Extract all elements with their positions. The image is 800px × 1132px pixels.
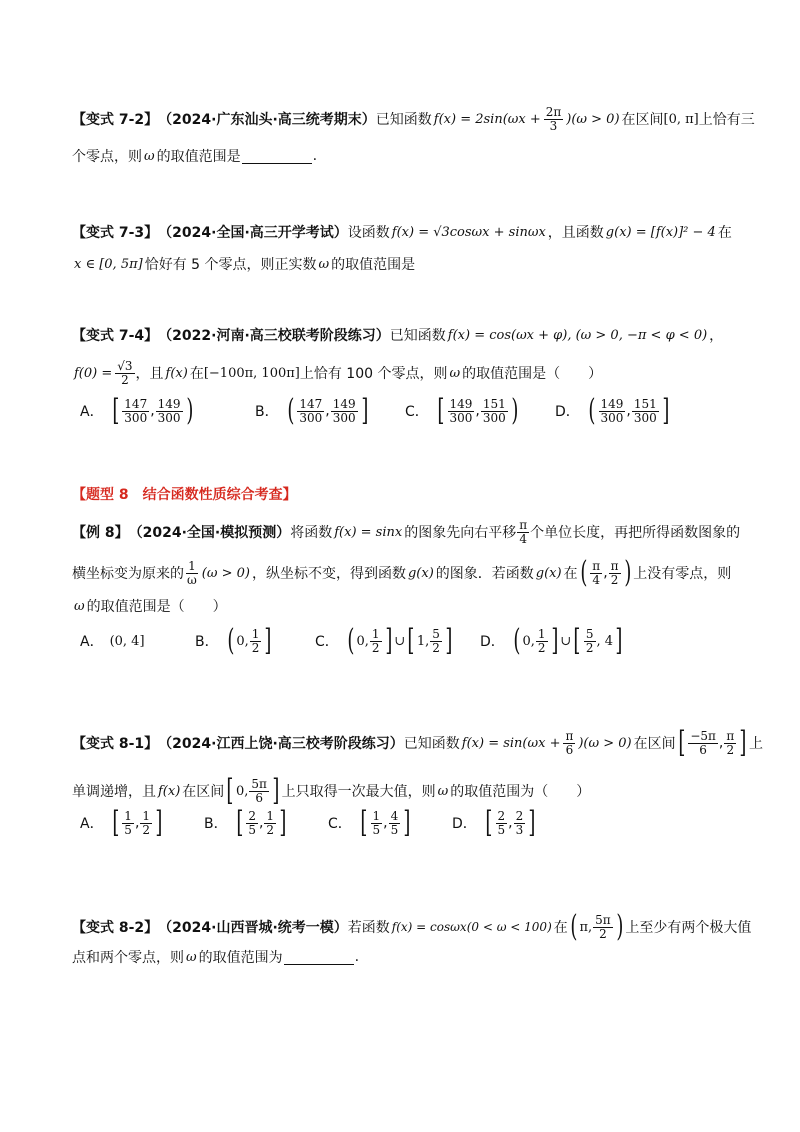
frac-num: π	[519, 518, 528, 532]
option-value: , 4	[596, 633, 614, 649]
v74-option-c[interactable]: C． [ $\frac{149}{300}$ , $\frac{151}{300}$ )	[405, 393, 519, 428]
ex8-line2: 横坐标变为原来的 $\frac{1}{\omega}$ (ω > 0) ，纵坐标不变，得到函数 g(x) 的图象．若函数 g(x) 在 ( $\frac{\pi}{4}$ , $\frac{\pi}{2}$ ) 上没有零点，则	[72, 555, 732, 590]
type8-title: 【题型 8 结合函数性质综合考查】	[72, 487, 297, 503]
v74-text4: 在	[189, 366, 204, 383]
union-symbol: ∪	[394, 633, 406, 649]
v82-line2	[72, 947, 730, 967]
v74-option-a[interactable]: A． [ $\frac{147}{300}$ , $\frac{149}{300}$ )	[80, 393, 193, 428]
frac-den: 3	[549, 118, 558, 133]
frac-den: 300	[449, 410, 473, 425]
ex8-text7: 在	[563, 566, 578, 582]
omega: ω	[74, 598, 85, 614]
bracket: [	[437, 393, 445, 428]
frac-den: 2	[432, 640, 440, 655]
ex8-text4: 横坐标变为原来的	[72, 566, 184, 582]
v72-tag: 【变式 7-2】	[72, 112, 159, 129]
frac-num: 1	[188, 558, 196, 573]
v74-tag: 【变式 7-4】	[72, 328, 159, 344]
ex8-text3: 个单位长度，再把所得函数图象的	[530, 525, 741, 542]
frac-den: 300	[124, 410, 148, 425]
v74-interval: [−100π, 100π]	[203, 365, 300, 381]
v74-func: f(x) = cos(ωx + φ), (ω > 0, −π < φ < 0)	[447, 327, 708, 343]
v82-func: f(x) = cosωx(0 < ω < 100)	[391, 920, 552, 934]
option-label: D．	[555, 404, 580, 420]
frac-num: 1	[142, 808, 151, 823]
frac-num: √3	[117, 359, 133, 373]
v81-option-b[interactable]: B． [ $\frac{2}{5}$ , $\frac{1}{2}$ ]	[204, 805, 287, 840]
frac-den: 3	[515, 822, 524, 837]
v72-text2: 在区间	[621, 112, 664, 129]
v81-option-a[interactable]: A． [ $\frac{1}{5}$ , $\frac{1}{2}$ ]	[80, 805, 163, 840]
v74-text: 已知函数	[389, 328, 446, 344]
frac-den: 4	[519, 531, 527, 546]
v74-text6: 的取值范围是（ ）	[462, 366, 603, 383]
ex8-text5: ，纵坐标不变，得到函数	[251, 566, 406, 582]
frac-num: 147	[299, 396, 323, 411]
v74-line2	[72, 360, 730, 386]
v81-text4: 单调递增，且	[72, 784, 156, 800]
frac-num: 2π	[545, 105, 562, 119]
omega: ω	[186, 949, 197, 965]
ex8-source: （2024·全国·模拟预测）	[128, 525, 291, 542]
frac-den: 4	[592, 572, 601, 587]
frac-den: 5	[248, 822, 256, 837]
v81-options	[80, 805, 538, 840]
v81-text3: 上	[748, 736, 763, 752]
option-label: A．	[80, 404, 104, 420]
ex8-frac	[517, 519, 529, 545]
option-label: B．	[255, 404, 279, 420]
v72-interval: [0, π]	[663, 111, 699, 127]
v74-comma: ，	[709, 328, 724, 344]
v73-line2	[72, 254, 730, 274]
v72-text: 已知函数	[375, 112, 432, 129]
ex8-text8: 上没有零点，则	[633, 566, 732, 582]
frac-num: 151	[633, 396, 657, 411]
v81-line1: 【变式 8-1】 （2024·江西上饶·高三校考阶段练习） 已知函数 f(x) = sin(ωx + $\frac{\pi}{6}$ )(ω > 0) 在区间 [ $\frac{-5\pi}{6}$ , $\frac{\pi}{2}$ ] 上	[72, 725, 763, 760]
v74-f0: f(0) =	[74, 365, 113, 381]
v72-text5: 的取值范围是	[156, 149, 241, 165]
v82-text: 若函数	[347, 920, 390, 936]
ex8-gx2: g(x)	[535, 565, 562, 581]
frac-den: 2	[599, 926, 607, 941]
option-label: B．	[204, 816, 228, 832]
v72-line2	[72, 146, 730, 166]
v73-text3: 在	[717, 225, 732, 241]
ex8-gx: g(x)	[407, 565, 434, 581]
frac-den: 2	[142, 822, 151, 837]
bracket: ]	[662, 393, 670, 428]
frac-den: 2	[610, 572, 619, 587]
frac-den: 6	[565, 742, 574, 757]
frac-den: 300	[332, 410, 356, 425]
v73-interval: x ∈ [0, 5π]	[74, 256, 143, 272]
frac-den: 6	[699, 742, 707, 757]
v81-text: 已知函数	[403, 736, 460, 752]
frac-den: 2	[251, 640, 260, 655]
frac-num: 151	[482, 396, 506, 411]
frac-den: 2	[726, 742, 735, 757]
v74-fx: f(x)	[165, 365, 188, 381]
v74-frac	[115, 360, 134, 386]
frac-num: 1	[371, 626, 380, 641]
interval-start: π,	[579, 919, 593, 935]
ex8-func: f(x) = sinx	[334, 524, 403, 540]
frac-den: 300	[482, 410, 506, 425]
v81-text2: 在区间	[633, 736, 676, 752]
frac-num: 149	[449, 396, 473, 411]
frac-den: 300	[600, 410, 624, 425]
v73-func: f(x) = √3cosωx + sinωx	[391, 224, 546, 240]
frac-num: 1	[266, 808, 275, 823]
frac-num: 149	[332, 396, 356, 411]
v82-text2: 在	[553, 920, 568, 936]
v81-tag: 【变式 8-1】	[72, 736, 159, 752]
type8-heading	[72, 484, 730, 504]
frac-den: 2	[266, 822, 275, 837]
frac-num: 1	[124, 808, 132, 823]
bracket: )	[511, 393, 519, 428]
v81-line2: 单调递增，且 f(x) 在区间 [ 0, $\frac{5\pi}{6}$ ] 上只取得一次最大值，则 ω 的取值范围为（ ）	[72, 773, 591, 808]
v81-option-d[interactable]: D． [ $\frac{2}{5}$ , $\frac{2}{3}$ ]	[452, 805, 536, 840]
frac-num: 149	[157, 396, 181, 411]
ex8-tag: 【例 8】	[72, 525, 129, 542]
omega: ω	[318, 256, 330, 272]
bracket: ]	[360, 393, 368, 428]
ex8-text2: 的图象先向右平移	[404, 525, 517, 542]
option-label: D．	[480, 634, 505, 650]
frac-den: 2	[121, 372, 129, 387]
v81-option-c[interactable]: C． [ $\frac{1}{5}$ , $\frac{4}{5}$ ]	[328, 805, 411, 840]
option-value: 1,	[416, 633, 430, 649]
frac-num: 149	[600, 396, 624, 411]
answer-blank	[284, 950, 354, 965]
option-label: C．	[328, 816, 352, 832]
frac-den: 300	[633, 410, 657, 425]
v72-text4: 个零点，则	[72, 149, 142, 165]
v74-source: （2022·河南·高三校联考阶段练习）	[158, 328, 390, 344]
frac-num: 147	[124, 396, 148, 411]
frac-den: 6	[255, 790, 263, 805]
v73-line1	[72, 222, 730, 242]
option-value: 0,	[356, 633, 369, 649]
v73-text4: 恰好有 5 个零点，则正实数	[144, 257, 317, 273]
bracket: (	[286, 393, 294, 428]
v82-tag: 【变式 8-2】	[72, 920, 159, 936]
v81-fx: f(x)	[158, 783, 181, 799]
v81-text6: 上只取得一次最大值，则	[281, 784, 436, 800]
v73-text: 设函数	[347, 225, 390, 241]
ex8-text6: 的图象．若函数	[435, 566, 534, 582]
frac-num: π	[565, 728, 574, 743]
frac-den: 300	[157, 410, 181, 425]
v81-func: f(x) = sin(ωx +	[461, 735, 561, 751]
bracket: (	[588, 393, 596, 428]
bracket: )	[185, 393, 193, 428]
frac-num: 4	[390, 808, 399, 823]
v82-period: .	[354, 949, 360, 965]
frac-num: π	[610, 558, 619, 573]
frac-num: 5	[585, 626, 594, 641]
ex8-option-d[interactable]: D． ( 0, $\frac{1}{2}$ ] ∪ [ $\frac{5}{2}$ , 4 ]	[480, 623, 623, 658]
v72-frac	[544, 106, 564, 132]
v82-source: （2024·山西晋城·统考一模）	[158, 920, 348, 936]
frac-num: 5π	[595, 912, 611, 927]
v72-func: f(x) = 2sin(ωx +	[433, 111, 541, 127]
interval-start: 0,	[236, 783, 249, 799]
omega: ω	[437, 783, 449, 799]
option-label: D．	[452, 816, 477, 832]
frac-num: 2	[248, 808, 256, 823]
v81-text5: 在区间	[182, 784, 225, 800]
v74-option-d[interactable]: D． ( $\frac{149}{300}$ , $\frac{151}{300}$ ]	[555, 393, 670, 428]
frac-den: 5	[497, 822, 506, 837]
frac-num: 1	[372, 808, 381, 823]
bracket: [	[111, 393, 119, 428]
frac-den: ω	[187, 572, 197, 587]
v74-line1	[72, 325, 730, 345]
v74-options	[80, 393, 671, 428]
frac-den: 2	[585, 640, 594, 655]
option-label: B．	[195, 634, 219, 650]
v73-tag: 【变式 7-3】	[72, 225, 159, 241]
v82-line1: 【变式 8-2】 （2024·山西晋城·统考一模） 若函数 f(x) = cosωx(0 < ω < 100) 在 ( π, $\frac{5\pi}{2}$ ) 上至少有两个极大值	[72, 909, 752, 944]
v74-option-b[interactable]: B． ( $\frac{147}{300}$ , $\frac{149}{300}$ ]	[255, 393, 368, 428]
frac-den: 2	[371, 640, 380, 655]
v82-text4: 点和两个零点，则	[72, 950, 184, 966]
v81-text7: 的取值范围为（ ）	[450, 784, 591, 800]
v74-text3: ，且	[135, 366, 164, 383]
v82-text3: 上至少有两个极大值	[625, 920, 752, 936]
ex8-text: 将函数	[290, 525, 333, 542]
v73-source: （2024·全国·高三开学考试）	[158, 225, 348, 241]
option-label: A．	[80, 634, 104, 650]
frac-num: 5π	[251, 776, 267, 791]
v72-period: .	[312, 148, 318, 164]
option-value: 0,	[236, 633, 249, 649]
option-label: A．	[80, 816, 104, 832]
v73-text5: 的取值范围是	[331, 257, 416, 273]
v72-cond: )(ω > 0)	[566, 111, 620, 127]
ex8-options	[80, 623, 625, 658]
frac-num: 1	[251, 626, 260, 641]
v72-text3: 上恰有三	[698, 112, 755, 129]
frac-num: π	[592, 558, 601, 573]
omega: ω	[449, 365, 461, 381]
frac-num: π	[726, 728, 735, 743]
frac-num: −5π	[690, 728, 716, 743]
option-value: 0,	[522, 633, 535, 649]
omega: ω	[144, 148, 155, 164]
option-label: C．	[315, 634, 339, 650]
frac-num: 2	[515, 808, 524, 823]
frac-den: 300	[299, 410, 323, 425]
v81-cond: )(ω > 0)	[578, 735, 632, 751]
v72-line1	[72, 105, 755, 133]
v74-text5: 上恰有 100 个零点，则	[299, 366, 448, 383]
frac-num: 2	[497, 808, 506, 823]
frac-num: 5	[432, 626, 440, 641]
frac-den: 2	[537, 640, 546, 655]
v82-text5: 的取值范围为	[198, 950, 283, 966]
frac-den: 5	[390, 822, 399, 837]
v72-source: （2024·广东汕头·高三统考期末）	[158, 112, 376, 129]
bracket: )	[623, 555, 631, 590]
v81-source: （2024·江西上饶·高三校考阶段练习）	[158, 736, 404, 752]
ex8-text9: 的取值范围是（ ）	[86, 599, 227, 615]
ex8-option-c[interactable]: C． ( 0, $\frac{1}{2}$ ] ∪ [ 1, $\frac{5}{2}$ ]	[315, 623, 453, 658]
union-symbol: ∪	[560, 633, 572, 649]
ex8-option-a[interactable]	[80, 631, 195, 651]
frac-num: 1	[537, 626, 546, 641]
ex8-option-b[interactable]: B． ( 0, $\frac{1}{2}$ ]	[195, 623, 272, 658]
v73-text2: ，且函数	[547, 225, 604, 241]
v73-gfunc: g(x) = [f(x)]² − 4	[605, 224, 716, 240]
ex8-cond: (ω > 0)	[201, 565, 250, 581]
option-label: C．	[405, 404, 429, 420]
ex8-line1	[72, 518, 741, 546]
ex8-frac2	[185, 560, 199, 586]
answer-blank	[242, 149, 312, 164]
frac-den: 5	[372, 822, 381, 837]
option-value: (0, 4]	[109, 633, 145, 649]
ex8-line3	[72, 596, 730, 616]
frac-den: 5	[124, 822, 132, 837]
bracket: (	[579, 555, 587, 590]
